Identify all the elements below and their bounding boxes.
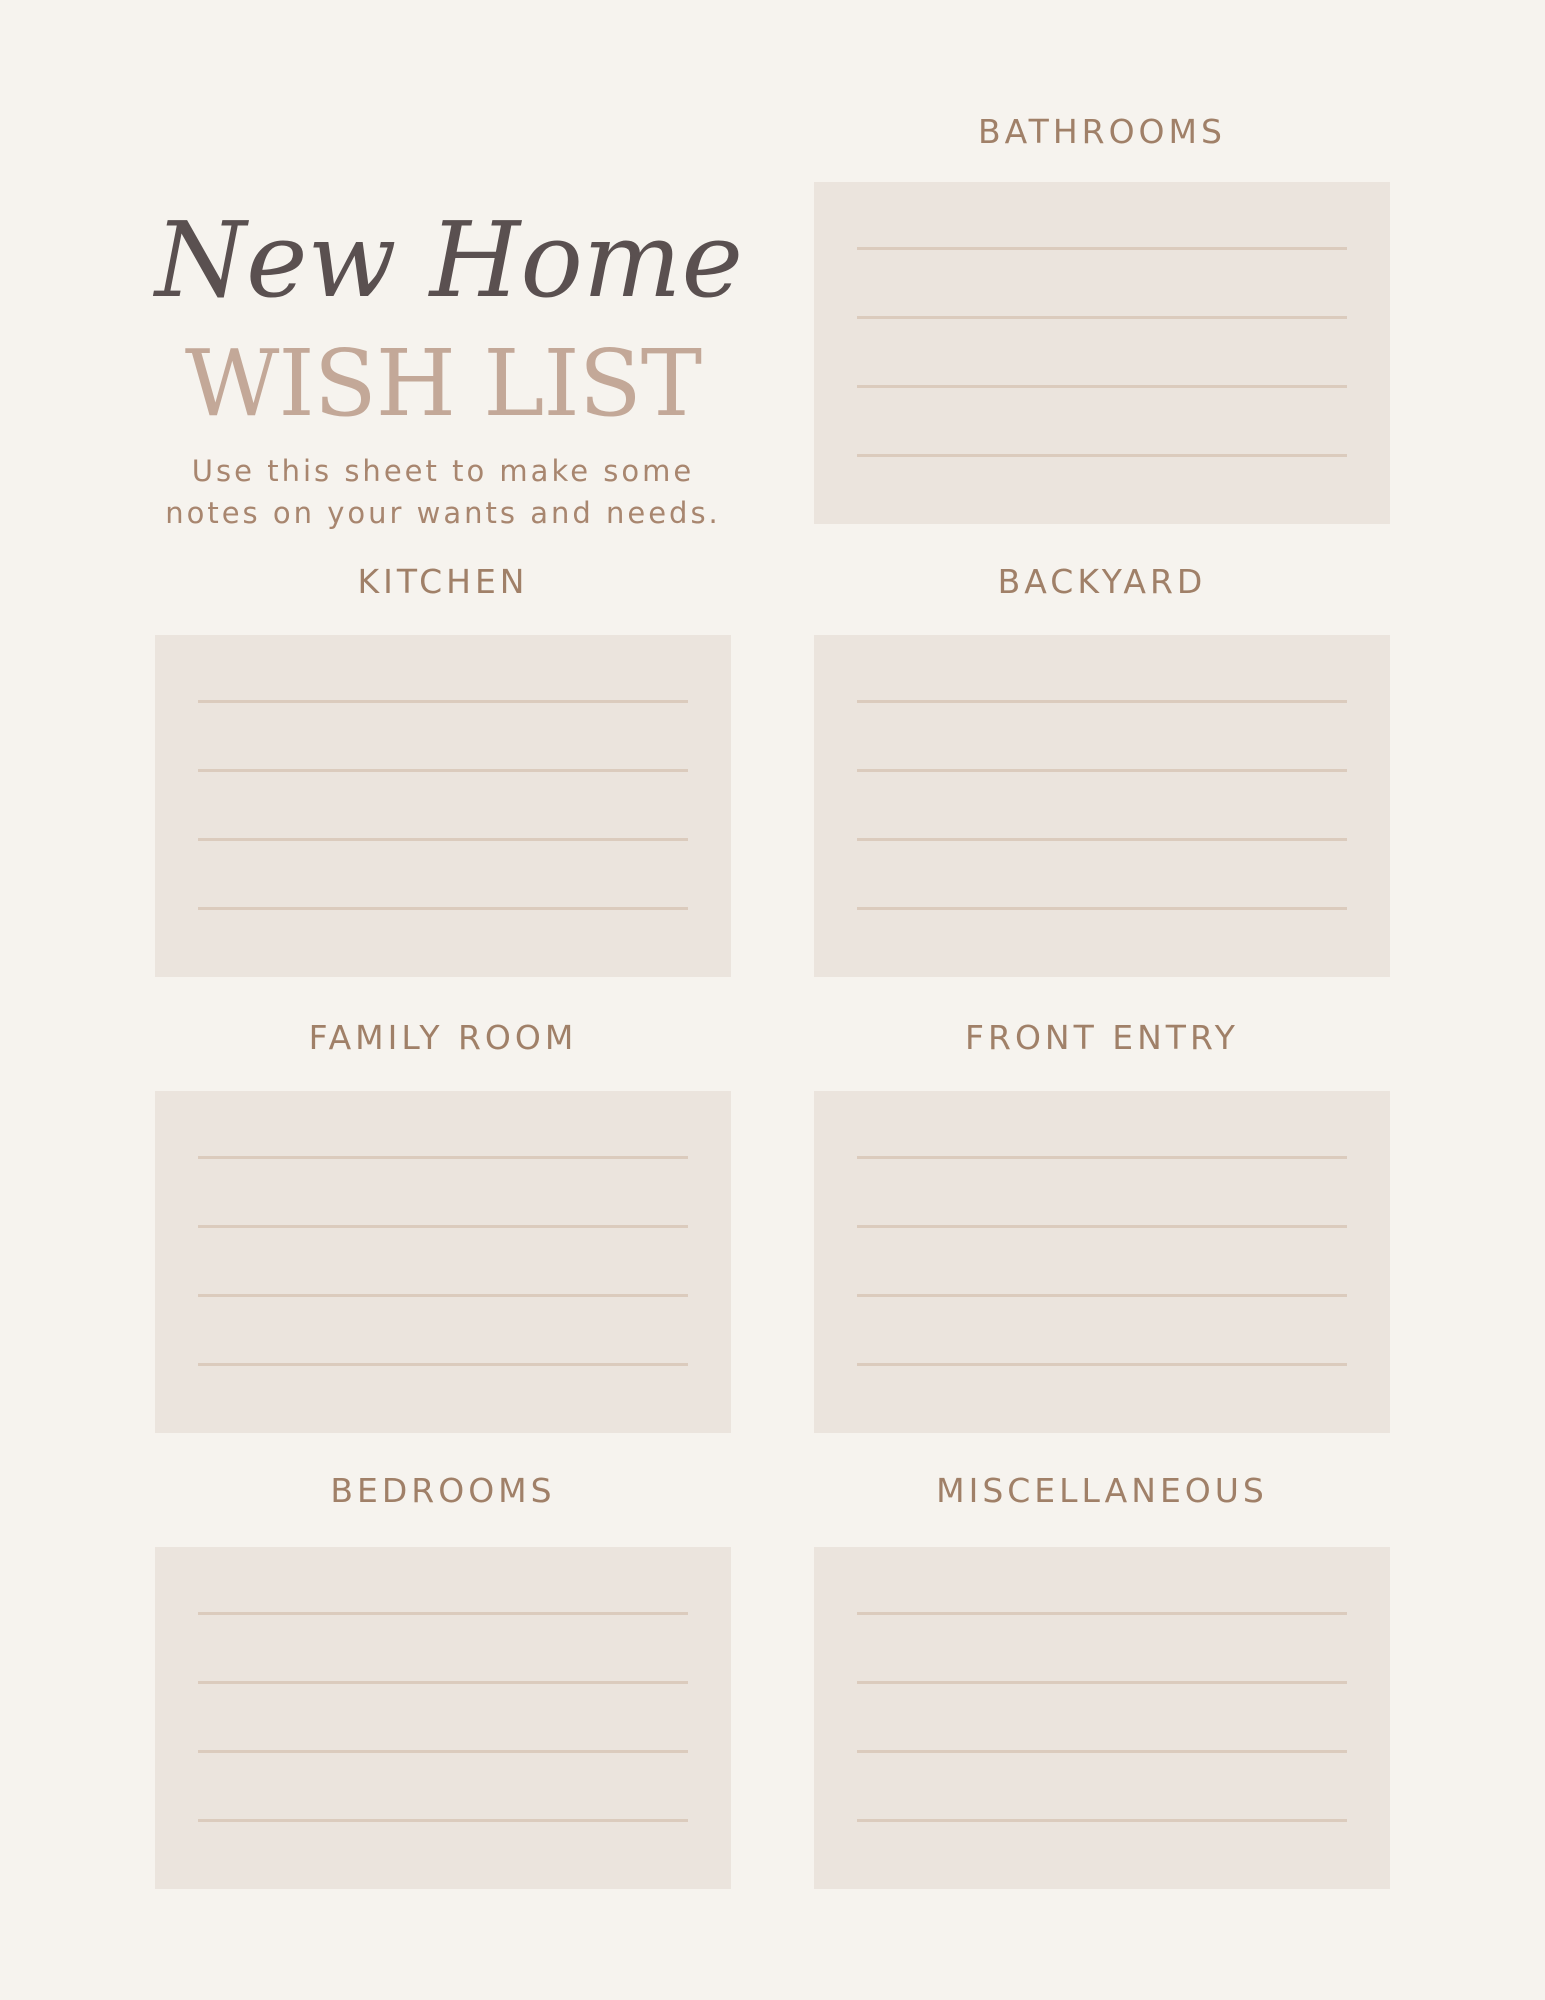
rule-line xyxy=(198,1225,688,1228)
rule-line xyxy=(857,316,1347,319)
section-label-front-entry: FRONT ENTRY xyxy=(965,1018,1239,1057)
rule-line xyxy=(857,247,1347,250)
description-line: Use this sheet to make some xyxy=(191,454,695,488)
rule-line xyxy=(857,1750,1347,1753)
page-subtitle: WISH LIST xyxy=(184,330,702,437)
section-label-bathrooms: BATHROOMS xyxy=(978,112,1226,151)
rule-line xyxy=(198,769,688,772)
rule-line xyxy=(198,1612,688,1615)
rule-line xyxy=(857,1363,1347,1366)
section-label-miscellaneous: MISCELLANEOUS xyxy=(936,1471,1268,1510)
rule-line xyxy=(857,1156,1347,1159)
section-label-bedrooms: BEDROOMS xyxy=(330,1471,556,1510)
rule-line xyxy=(857,1681,1347,1684)
rule-line xyxy=(857,1612,1347,1615)
rule-line xyxy=(857,385,1347,388)
rule-line xyxy=(198,1294,688,1297)
rule-line xyxy=(857,769,1347,772)
rule-line xyxy=(198,907,688,910)
section-label-family-room: FAMILY ROOM xyxy=(308,1018,578,1057)
rule-line xyxy=(198,1819,688,1822)
rule-line xyxy=(857,700,1347,703)
notes-box-front-entry[interactable] xyxy=(814,1091,1390,1433)
rule-line xyxy=(857,1819,1347,1822)
rule-line xyxy=(198,1681,688,1684)
section-label-backyard: BACKYARD xyxy=(997,562,1207,601)
notes-box-backyard[interactable] xyxy=(814,635,1390,977)
description-line: notes on your wants and needs. xyxy=(165,496,721,530)
rule-line xyxy=(857,1225,1347,1228)
rule-line xyxy=(198,1750,688,1753)
rule-line xyxy=(857,907,1347,910)
page-title: New Home xyxy=(155,199,744,321)
rule-line xyxy=(198,838,688,841)
notes-box-kitchen[interactable] xyxy=(155,635,731,977)
rule-line xyxy=(857,1294,1347,1297)
page-description xyxy=(155,450,731,534)
rule-line xyxy=(198,700,688,703)
rule-line xyxy=(198,1156,688,1159)
notes-box-bedrooms[interactable] xyxy=(155,1547,731,1889)
rule-line xyxy=(857,838,1347,841)
notes-box-miscellaneous[interactable] xyxy=(814,1547,1390,1889)
section-label-kitchen: KITCHEN xyxy=(357,562,529,601)
rule-line xyxy=(857,454,1347,457)
rule-line xyxy=(198,1363,688,1366)
notes-box-family-room[interactable] xyxy=(155,1091,731,1433)
notes-box-bathrooms[interactable] xyxy=(814,182,1390,524)
